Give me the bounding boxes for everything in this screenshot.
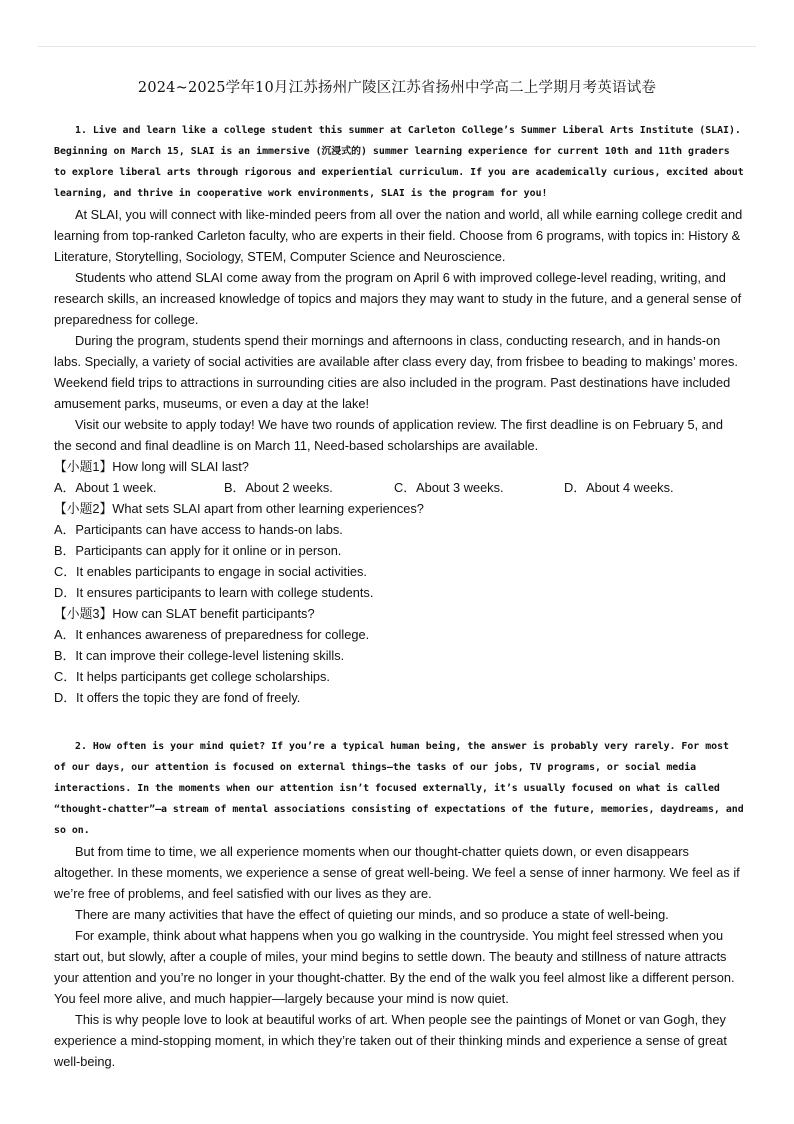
passage-1-paragraph: Visit our website to apply today! We have two rounds of application review. The first deadline is on February 5, and the second and final deadline is on March 11, Need-based scholarships are available. [54,417,724,453]
passage-1-intro: 1. Live and learn like a college student this summer at Carleton College’s Summer Liberal Arts Institute (SLAI). Beginning on March 15, SLAI is an immersive (沉浸式的) summer learning experience for current 10th and 11th graders to explore liberal arts through rigorous and experiential curriculum. If you are academically curious, excited about learning, and thrive in cooperative work environments, SLAI is the program for you! [54,125,744,199]
page-title: 2024~2025学年10月江苏扬州广陵区江苏省扬州中学高二上学期月考英语试卷 [137,80,657,96]
passage-2-paragraph: For example, think about what happens when you go walking in the countryside. You might feel stressed when you start out, but slowly, after a couple of miles, your mind begins to settle down. The beauty and stillness of nature attracts your attention and you’re no longer in your thought-chatter. By the end of the walk you feel almost like a different person. You feel more alive, and much happier—largely because your mind is now quiet. [54,928,735,1006]
passage-2-paragraph: But from time to time, we all experience moments when our thought-chatter quiets down, or even disappears altogether. In these moments, we experience a sense of great well-being. We feel a sense of inner harmony. We feel as if we’re free of problems, and feel satisfied with our lives as they are. [54,844,740,901]
question-3-option-b: B．It can improve their college-level listening skills. [54,648,345,663]
question-1-option-b: B．About 2 weeks. [224,480,333,495]
passage-2-intro: 2. How often is your mind quiet? If you’re a typical human being, the answer is probably very rarely. For most of our days, our attention is focused on external things—the tasks of our jobs, TV programs, or social media interactions. In the moments when our attention isn’t focused externally, it’s usually focused on what is called “thought-chatter”—a stream of mental associations consisting of expectations of the future, memories, daydreams, and so on. [54,741,744,836]
question-1-stem: 【小题1】How long will SLAI last? [54,459,249,474]
question-1-option-c: C．About 3 weeks. [394,480,504,495]
question-2-option-b: B．Participants can apply for it online or in person. [54,543,342,558]
question-2-option-c: C．It enables participants to engage in social activities. [54,564,367,579]
passage-2 [54,736,744,1072]
question-3-option-c: C．It helps participants get college scholarships. [54,669,330,684]
question-2-option-a: A．Participants can have access to hands-on labs. [54,522,343,537]
question-3-stem: 【小题3】How can SLAT benefit participants? [54,606,315,621]
question-1-options [54,477,744,498]
question-3-option-a: A．It enhances awareness of preparedness for college. [54,627,370,642]
passage-2-paragraph: This is why people love to look at beautiful works of art. When people see the paintings of Monet or van Gogh, they experience a mind-stopping moment, in which they’re taken out of their thinking minds and experience a sense of great well-being. [54,1012,727,1069]
passage-1-paragraph: Students who attend SLAI come away from the program on April 6 with improved college-level reading, writing, and research skills, an increased knowledge of topics and majors they may want to study in the future, and a general sense of preparedness for college. [54,270,742,327]
passage-2-paragraph: There are many activities that have the effect of quieting our minds, and so produce a state of well-being. [75,907,669,922]
top-divider [38,46,756,47]
passage-1-paragraph: During the program, students spend their mornings and afternoons in class, conducting research, and in hands-on labs. Specially, a variety of social activities are available after class every day, from frisbee to beading to makings’ mores. Weekend field trips to attractions in surrounding cities are also included in the program. Past destinations have included amusement parks, museums, or even a day at the lake! [54,333,738,411]
question-1-option-d: D．About 4 weeks. [564,480,674,495]
question-2-option-d: D．It ensures participants to learn with college students. [54,585,374,600]
question-2-stem: 【小题2】What sets SLAI apart from other learning experiences? [54,501,424,516]
question-1-option-a: A．About 1 week. [54,480,157,495]
passage-1 [54,120,744,708]
question-3-option-d: D．It offers the topic they are fond of freely. [54,690,301,705]
passage-1-paragraph: At SLAI, you will connect with like-minded peers from all over the nation and world, all while earning college credit and learning from top-ranked Carleton faculty, who are experts in their field. Choose from 6 programs, with topics in: History & Literature, Storytelling, Sociology, STEM, Computer Science and Neuroscience. [54,207,743,264]
